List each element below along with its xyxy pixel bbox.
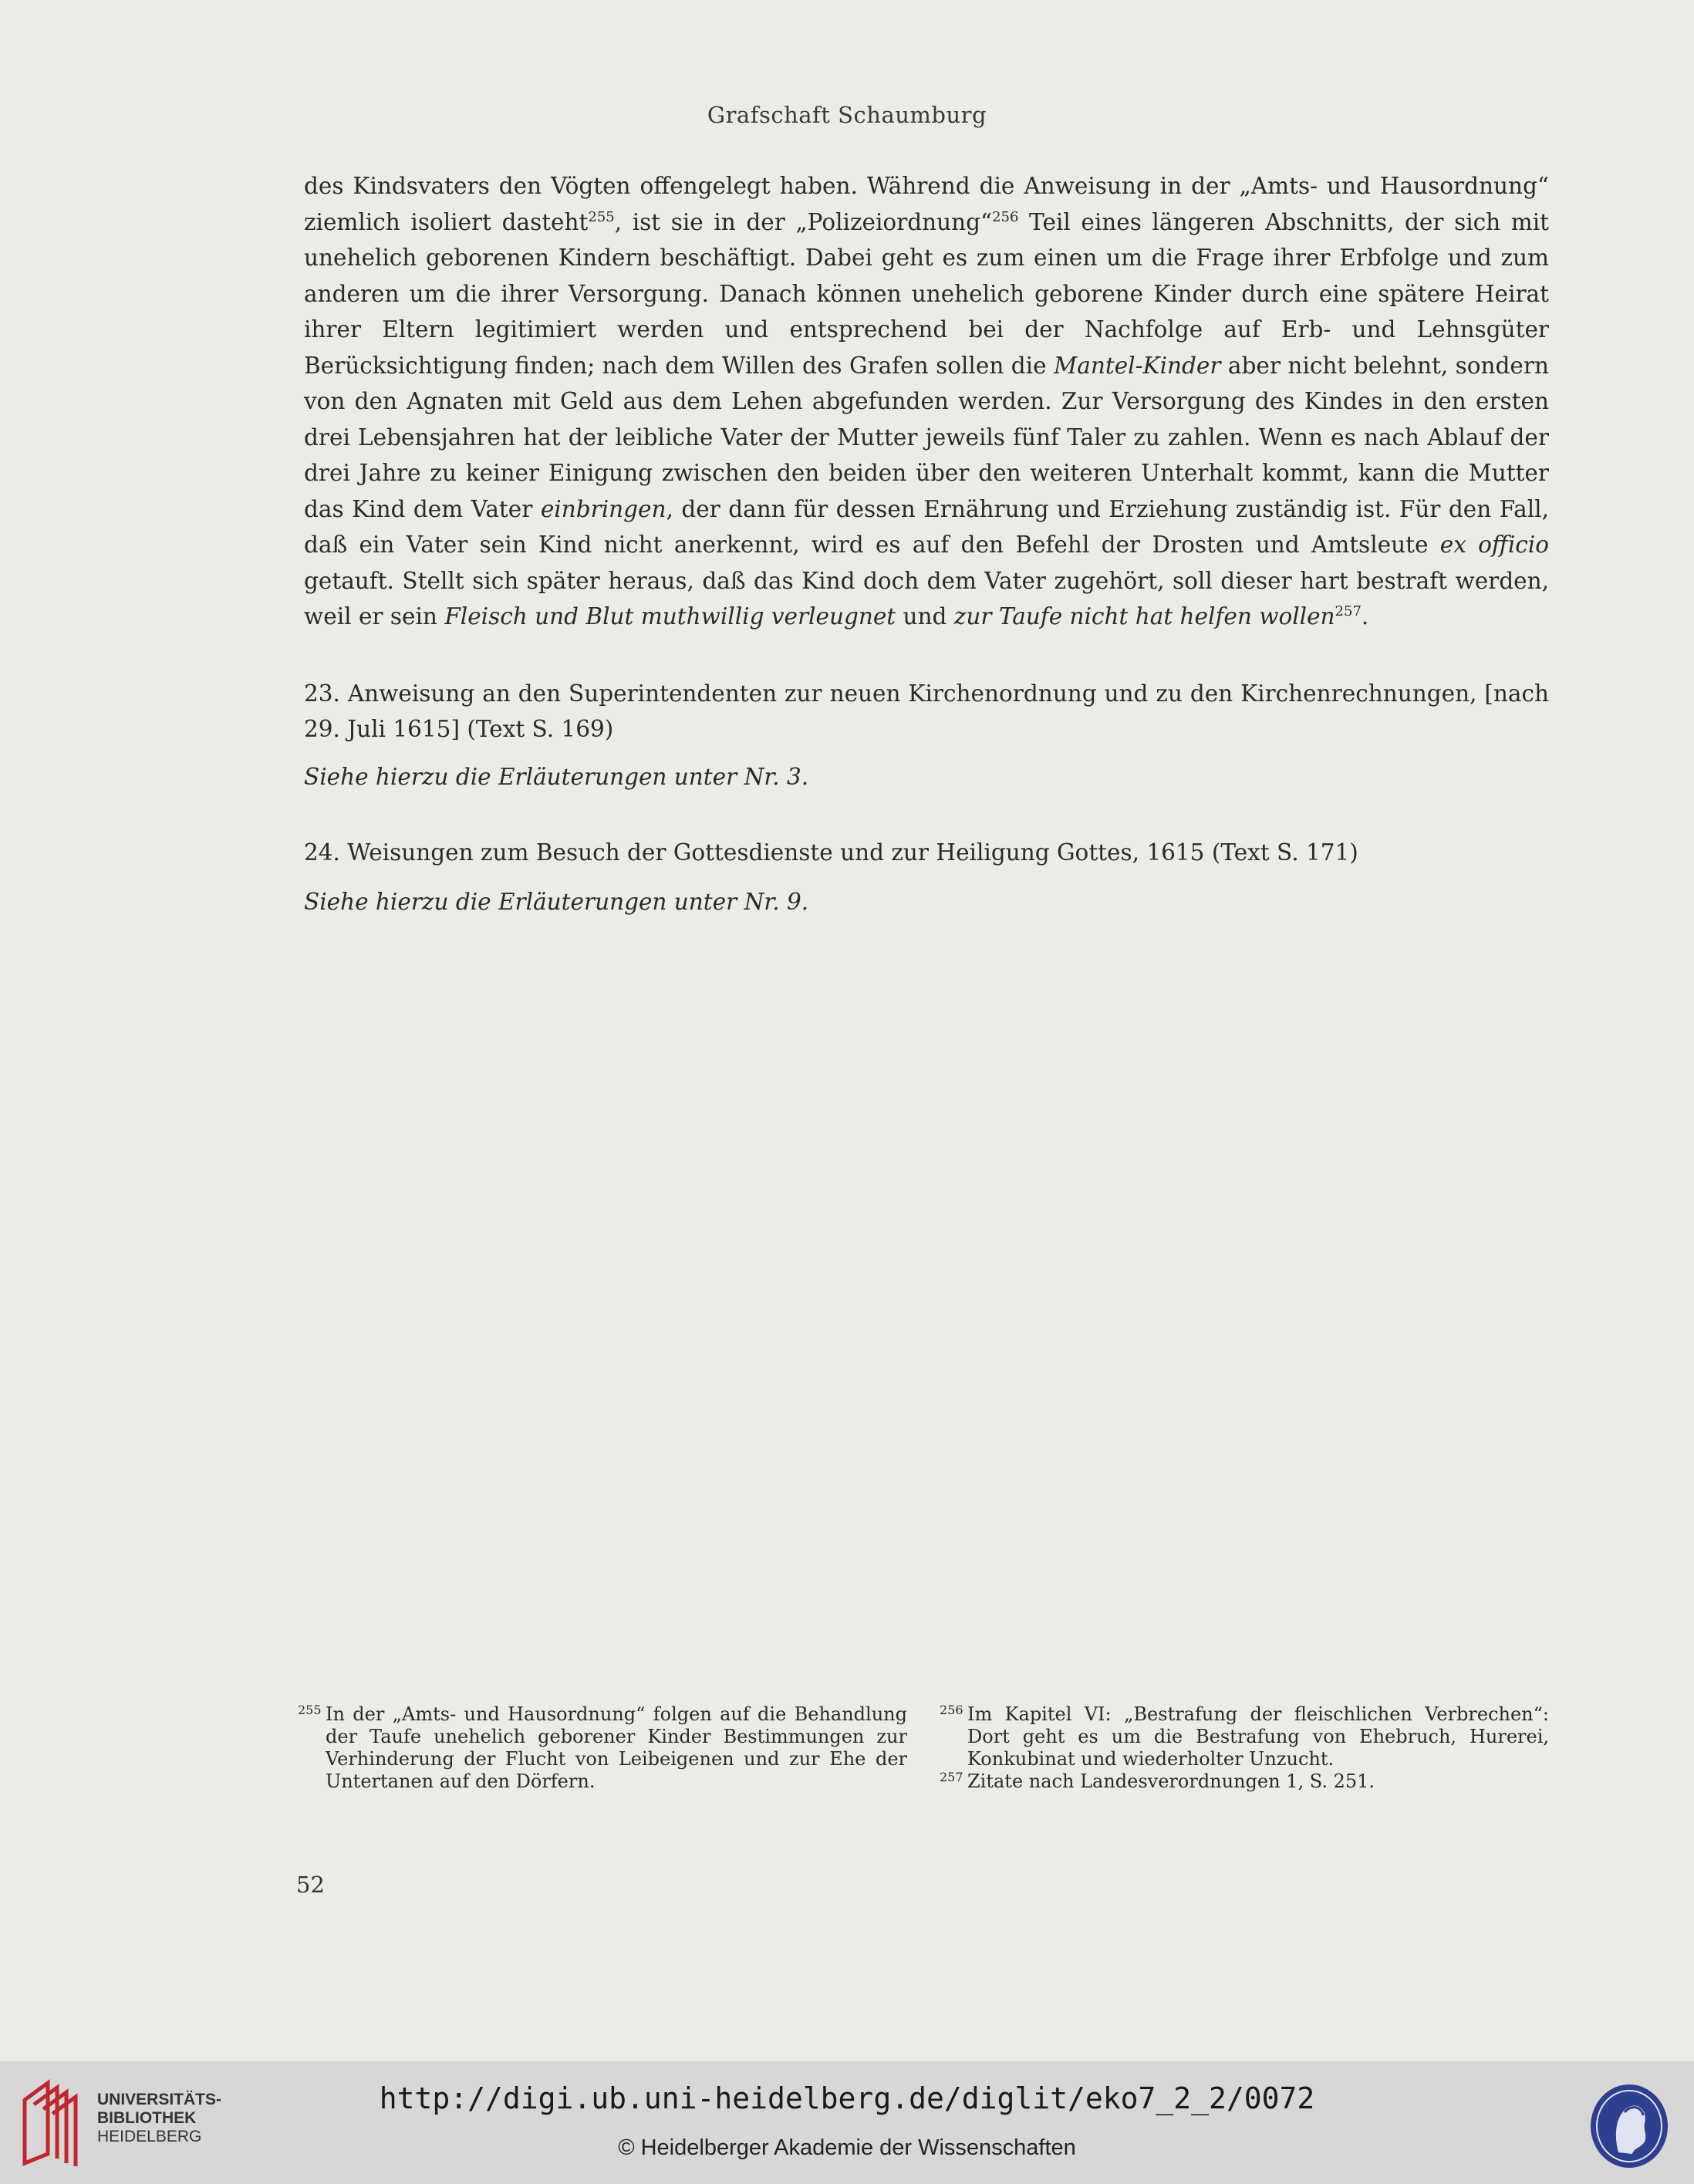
footnote-257 — [940, 1770, 1549, 1793]
paragraph-1: des Kindsvaters den Vögten offengelegt haben. Während die Anweisung in der „Amts- und Hausordnung“ ziemlich isoliert dasteht$^{255}$, ist sie in der „Polizeiordnung“$^{256}$ Teil eines längeren Abschnitts, der sich mit unehelich geborenen Kindern beschäftigt. Dabei geht es zum einen um die Frage ihrer Erbfolge und zum anderen um die ihrer Versorgung. Danach können unehelich geborene Kinder durch eine spätere Heirat ihrer Eltern legitimiert werden und entsprechend bei der Nachfolge auf Erb- und Lehnsgüter Berücksichtigung finden; nach dem Willen des Grafen sollen die Mantel-Kinder aber nicht belehnt, sondern von den Agnaten mit Geld aus dem Lehen abgefunden werden. Zur Versorgung des Kindes in den ersten drei Lebensjahren hat der leibliche Vater der Mutter jeweils fünf Taler zu zahlen. Wenn es nach Ablauf der drei Jahre zu keiner Einigung zwischen den beiden über den weiteren Unterhalt kommt, kann die Mutter das Kind dem Vater einbringen, der dann für dessen Ernährung und Erziehung zuständig ist. Für den Fall, daß ein Vater sein Kind nicht anerkennt, wird es auf den Befehl der Drosten und Amtsleute ex officio getauft. Stellt sich später heraus, daß das Kind doch dem Vater zugehört, soll dieser hart bestraft werden, weil er sein Fleisch und Blut muthwillig verleugnet und zur Taufe nicht hat helfen wollen$^{257}$. — [304, 173, 1550, 630]
footnote-255 — [298, 1703, 907, 1793]
footnote-text: In der „Amts- und Hausordnung“ folgen auf die Behandlung der Taufe unehelich geborener Kinder Bestimmungen zur Verhinderung der Flucht von Leibeigenen und zur Ehe der Untertanen auf den Dörfern. — [326, 1703, 907, 1792]
footnote-text: Zitate nach Landesverordnungen 1, S. 251. — [967, 1770, 1375, 1792]
academy-seal-icon[interactable] — [1588, 2081, 1671, 2171]
entry-23-heading: 23. Anweisung an den Superintendenten zur neuen Kirchenordnung und zu den Kirchenrechnungen, [nach 29. Juli 1615] (Text S. 169) — [304, 680, 1549, 742]
footnote-column-left — [298, 1703, 907, 1793]
university-library-name: UNIVERSITÄTS- BIBLIOTHEK HEIDELBERG — [97, 2091, 222, 2145]
footer-bar — [0, 2061, 1694, 2184]
entry-24-note: Siehe hierzu die Erläuterungen unter Nr. 9. — [304, 889, 809, 915]
footnote-text: Im Kapitel VI: „Bestrafung der fleischlichen Verbrechen“: Dort geht es um die Bestrafung von Ehebruch, Hurerei, Konkubinat und wiederholter Unzucht. — [967, 1703, 1549, 1770]
footnote-ref-255[interactable]: 255 — [588, 208, 615, 225]
footnote-number: 257 — [940, 1770, 963, 1784]
page-number: 52 — [296, 1872, 325, 1898]
footnote-ref-256[interactable]: 256 — [992, 208, 1019, 225]
copyright-notice: © Heidelberger Akademie der Wissenschaften — [618, 2135, 1076, 2160]
body-paragraph — [304, 168, 1549, 635]
running-head: Grafschaft Schaumburg — [707, 102, 987, 128]
footnote-number: 255 — [298, 1703, 322, 1717]
entry-23-note: Siehe hierzu die Erläuterungen unter Nr. 3. — [304, 764, 809, 790]
footnote-column-right — [940, 1703, 1549, 1793]
footnote-ref-257[interactable]: 257 — [1335, 603, 1362, 620]
footnote-number: 256 — [940, 1703, 963, 1717]
permalink-url[interactable]: http://digi.ub.uni-heidelberg.de/diglit/eko7_2_2/0072 — [379, 2081, 1315, 2115]
entry-24-heading: 24. Weisungen zum Besuch der Gottesdienste und zur Heiligung Gottes, 1615 (Text S. 171) — [304, 839, 1358, 866]
footnote-256 — [940, 1703, 1549, 1770]
